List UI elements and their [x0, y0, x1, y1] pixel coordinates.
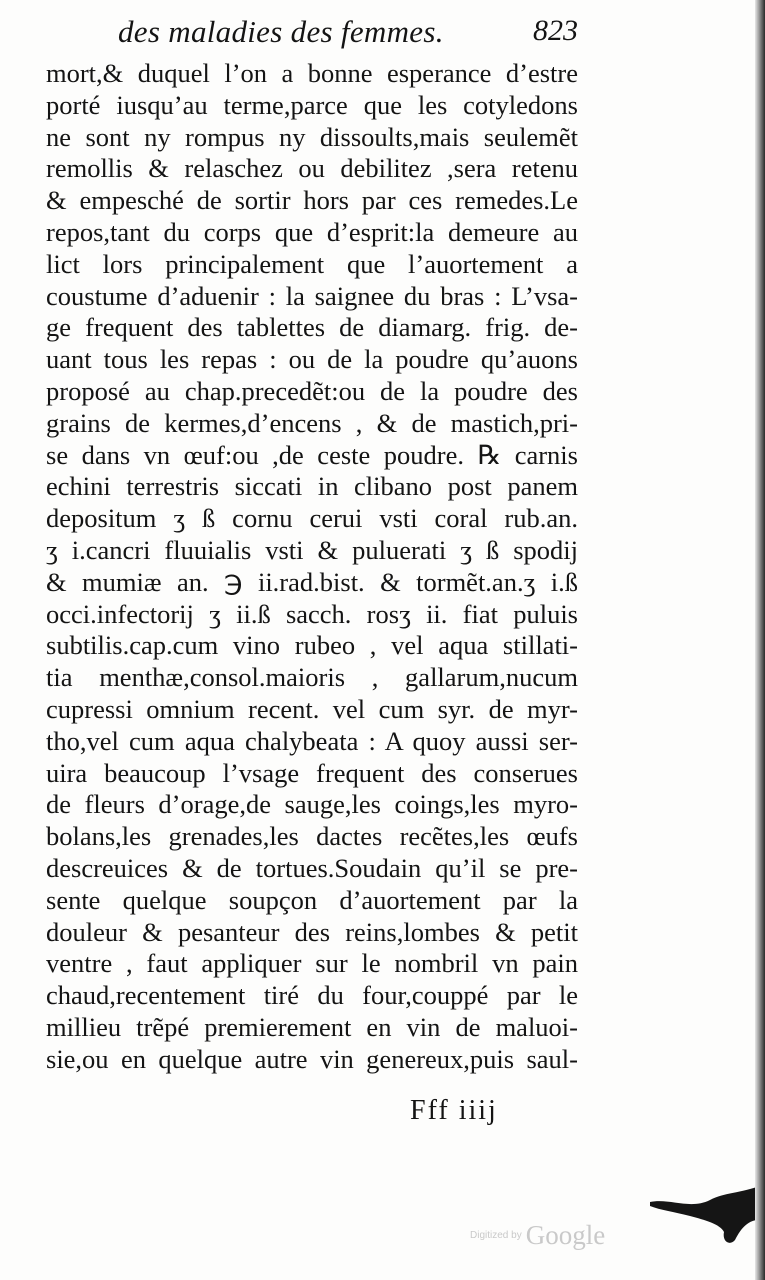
- running-title: des maladies des femmes.: [118, 14, 444, 49]
- text-line: depositum ʒ ß cornu cerui vsti coral rub.an.: [46, 503, 578, 534]
- text-line: sie,ou en quelque autre vin genereux,puis saul-: [46, 1043, 578, 1074]
- page-header: [118, 14, 578, 54]
- watermark-prefix: Digitized by: [470, 1230, 522, 1241]
- text-line: proposé au chap.precedẽt:ou de la poudre des: [46, 375, 578, 406]
- google-watermark: [470, 1220, 605, 1251]
- text-line: occi.infectorij ʒ ii.ß sacch. rosʒ ii. fiat puluis: [46, 598, 578, 629]
- text-line: se dans vn œuf:ou ,de ceste poudre. ℞ carnis: [46, 439, 578, 470]
- watermark-logo: Google: [525, 1220, 606, 1250]
- text-line: ge frequent des tablettes de diamarg. frig. de-: [46, 312, 578, 343]
- text-line: bolans,les grenades,les dactes recẽtes,les œufs: [46, 821, 578, 852]
- text-line: porté iusqu’au terme,parce que les cotyledons: [46, 89, 578, 120]
- text-line: & mumiæ an. ℈ ii.rad.bist. & tormẽt.an.ʒ i.ß: [46, 566, 578, 597]
- text-line: cupressi omnium recent. vel cum syr. de myr-: [46, 693, 578, 724]
- text-line: tia menthæ,consol.maioris , gallarum,nucum: [46, 662, 578, 693]
- text-line: ʒ i.cancri fluuialis vsti & puluerati ʒ ß spodij: [46, 534, 578, 565]
- text-line: douleur & pesanteur des reins,lombes & petit: [46, 916, 578, 947]
- text-line: uira beaucoup l’vsage frequent des conserues: [46, 757, 578, 788]
- body-text: [46, 58, 578, 1076]
- text-line: sente quelque soupçon d’auortement par la: [46, 884, 578, 915]
- text-line: repos,tant du corps que d’esprit:la demeure au: [46, 216, 578, 247]
- text-line: coustume d’aduenir : la saignee du bras : L’vsa-: [46, 280, 578, 311]
- text-line: remollis & relaschez ou debilitez ,sera retenu: [46, 153, 578, 184]
- text-line: subtilis.cap.cum vino rubeo , vel aqua stillati-: [46, 630, 578, 661]
- text-line: ne sont ny rompus ny dissoults,mais seulemẽt: [46, 121, 578, 152]
- text-line: mort,& duquel l’on a bonne esperance d’estre: [46, 58, 578, 88]
- text-line: millieu trẽpé premierement en vin de maluoi-: [46, 1011, 578, 1042]
- page-number: 823: [533, 14, 578, 47]
- page-edge-shadow: [755, 0, 765, 1280]
- scan-artifact: [650, 1180, 765, 1250]
- text-line: lict lors principalement que l’auortement a: [46, 248, 578, 279]
- text-line: tho,vel cum aqua chalybeata : A quoy aussi ser-: [46, 725, 578, 756]
- text-line: ventre , faut appliquer sur le nombril vn pain: [46, 948, 578, 979]
- text-line: uant tous les repas : ou de la poudre qu’auons: [46, 344, 578, 375]
- signature-mark: Fff iiij: [410, 1095, 498, 1126]
- text-line: chaud,recentement tiré du four,couppé par le: [46, 980, 578, 1011]
- text-line: grains de kermes,d’encens , & de mastich,pri-: [46, 407, 578, 438]
- text-line: & empesché de sortir hors par ces remedes.Le: [46, 185, 578, 216]
- text-line: echini terrestris siccati in clibano post panem: [46, 471, 578, 502]
- text-line: de fleurs d’orage,de sauge,les coings,les myro-: [46, 789, 578, 820]
- text-line: descreuices & de tortues.Soudain qu’il se pre-: [46, 852, 578, 883]
